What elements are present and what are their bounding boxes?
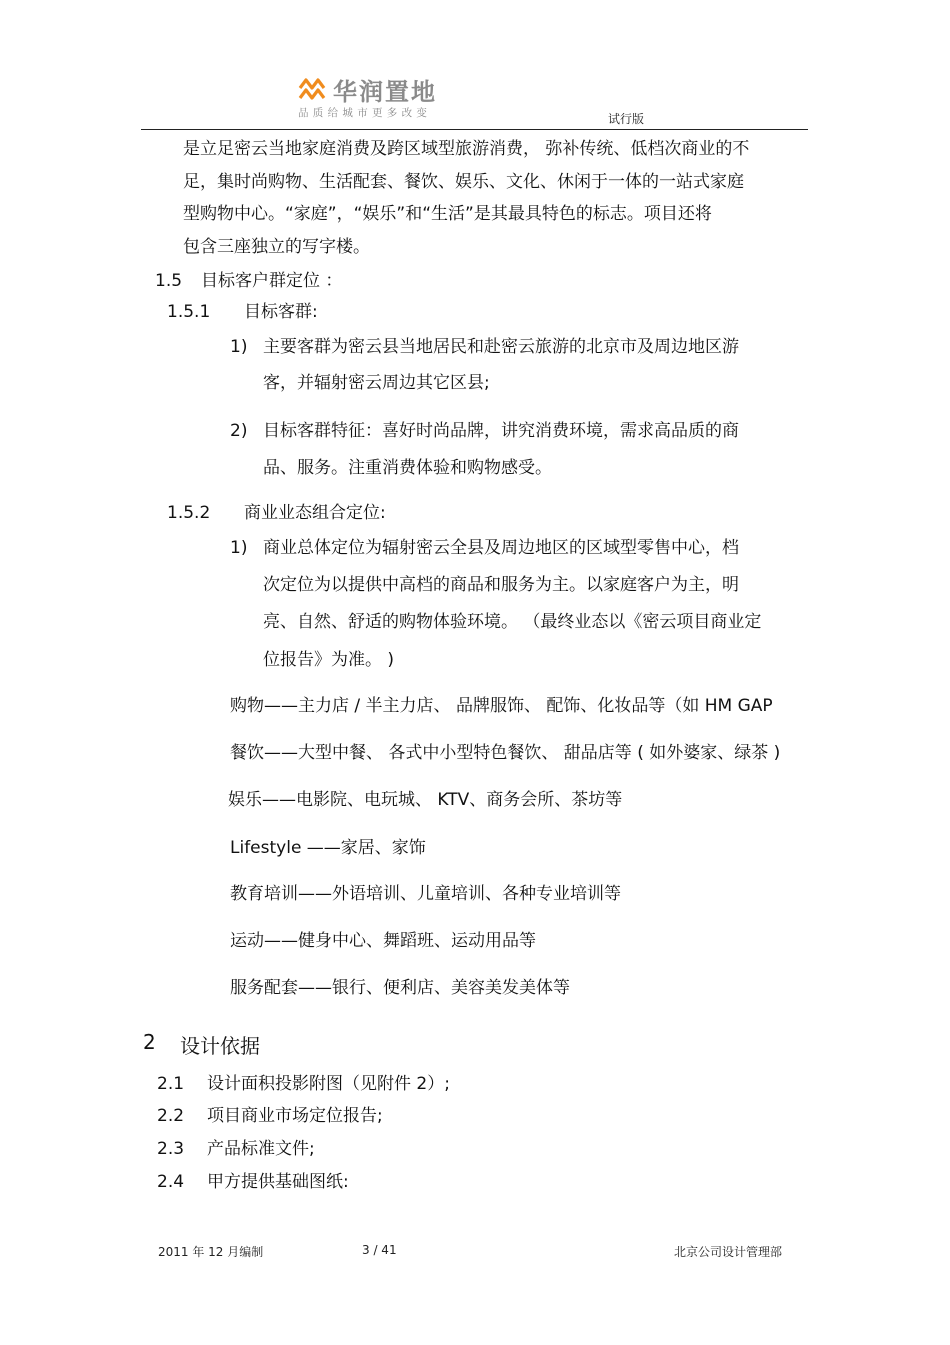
item-text: 项目商业市场定位报告; bbox=[207, 1106, 383, 1126]
footer-department: 北京公司设计管理部 bbox=[674, 1245, 783, 1259]
category-shopping: 购物——主力店 / 半主力店、 品牌服饰、 配饰、化妆品等（如 HM GAP bbox=[230, 696, 773, 716]
section-number: 1.5 bbox=[155, 271, 183, 291]
subsection-number: 1.5.1 bbox=[167, 302, 211, 322]
list-text: 商业总体定位为辐射密云全县及周边地区的区域型零售中心，档 bbox=[263, 538, 739, 558]
item-text: 产品标准文件; bbox=[207, 1139, 315, 1159]
page-number: 3 / 41 bbox=[362, 1243, 397, 1257]
list-text: 亮、自然、舒适的购物体验环境。 （最终业态以《密云项目商业定 bbox=[263, 612, 762, 632]
chapter-number: 2 bbox=[143, 1030, 156, 1054]
list-text: 位报告》为准。 ) bbox=[263, 650, 395, 670]
list-text: 客，并辐射密云周边其它区县; bbox=[263, 373, 490, 393]
list-number: 2) bbox=[230, 421, 248, 441]
category-lifestyle: Lifestyle ——家居、家饰 bbox=[230, 838, 426, 858]
list-text: 目标客群特征：喜好时尚品牌，讲究消费环境，需求高品质的商 bbox=[263, 421, 739, 441]
footer-date: 2011 年 12 月编制 bbox=[158, 1245, 264, 1259]
intro-line: 包含三座独立的写字楼。 bbox=[183, 237, 370, 257]
intro-line: 型购物中心。“家庭”，“娱乐”和“生活”是其最具特色的标志。项目还将 bbox=[183, 204, 712, 224]
header-divider bbox=[141, 129, 808, 130]
item-number: 2.4 bbox=[157, 1172, 185, 1192]
subsection-title: 商业业态组合定位: bbox=[244, 503, 386, 523]
intro-line: 足，集时尚购物、生活配套、餐饮、娱乐、文化、休闲于一体的一站式家庭 bbox=[183, 172, 744, 192]
edition-label: 试行版 bbox=[608, 112, 645, 126]
list-number: 1) bbox=[230, 538, 248, 558]
item-text: 甲方提供基础图纸: bbox=[207, 1172, 349, 1192]
category-sports: 运动——健身中心、舞蹈班、运动用品等 bbox=[230, 931, 536, 951]
chapter-title: 设计依据 bbox=[180, 1034, 260, 1058]
subsection-number: 1.5.2 bbox=[167, 503, 211, 523]
section-title: 目标客户群定位 ： bbox=[201, 271, 343, 291]
list-text: 次定位为以提供中高档的商品和服务为主。以家庭客户为主，明 bbox=[263, 575, 739, 595]
intro-line: 是立足密云当地家庭消费及跨区域型旅游消费， 弥补传统、低档次商业的不 bbox=[183, 139, 750, 159]
subsection-title: 目标客群: bbox=[244, 302, 318, 322]
item-text: 设计面积投影附图（见附件 2）; bbox=[207, 1074, 450, 1094]
list-text: 主要客群为密云县当地居民和赴密云旅游的北京市及周边地区游 bbox=[263, 337, 739, 357]
logo-tagline: 品质给城市更多改变 bbox=[298, 107, 432, 119]
category-entertainment: 娱乐——电影院、电玩城、 KTV、商务会所、茶坊等 bbox=[228, 790, 623, 810]
category-education: 教育培训——外语培训、儿童培训、各种专业培训等 bbox=[230, 884, 621, 904]
item-number: 2.1 bbox=[157, 1074, 185, 1094]
list-number: 1) bbox=[230, 337, 248, 357]
list-text: 品、服务。注重消费体验和购物感受。 bbox=[263, 458, 552, 478]
category-services: 服务配套——银行、便利店、美容美发美体等 bbox=[230, 978, 570, 998]
logo-name: 华润置地 bbox=[333, 78, 437, 106]
category-dining: 餐饮——大型中餐、 各式中小型特色餐饮、 甜品店等 ( 如外婆家、绿茶 ) bbox=[230, 743, 781, 763]
item-number: 2.3 bbox=[157, 1139, 185, 1159]
china-resources-land-mountain-icon bbox=[298, 75, 328, 101]
item-number: 2.2 bbox=[157, 1106, 185, 1126]
